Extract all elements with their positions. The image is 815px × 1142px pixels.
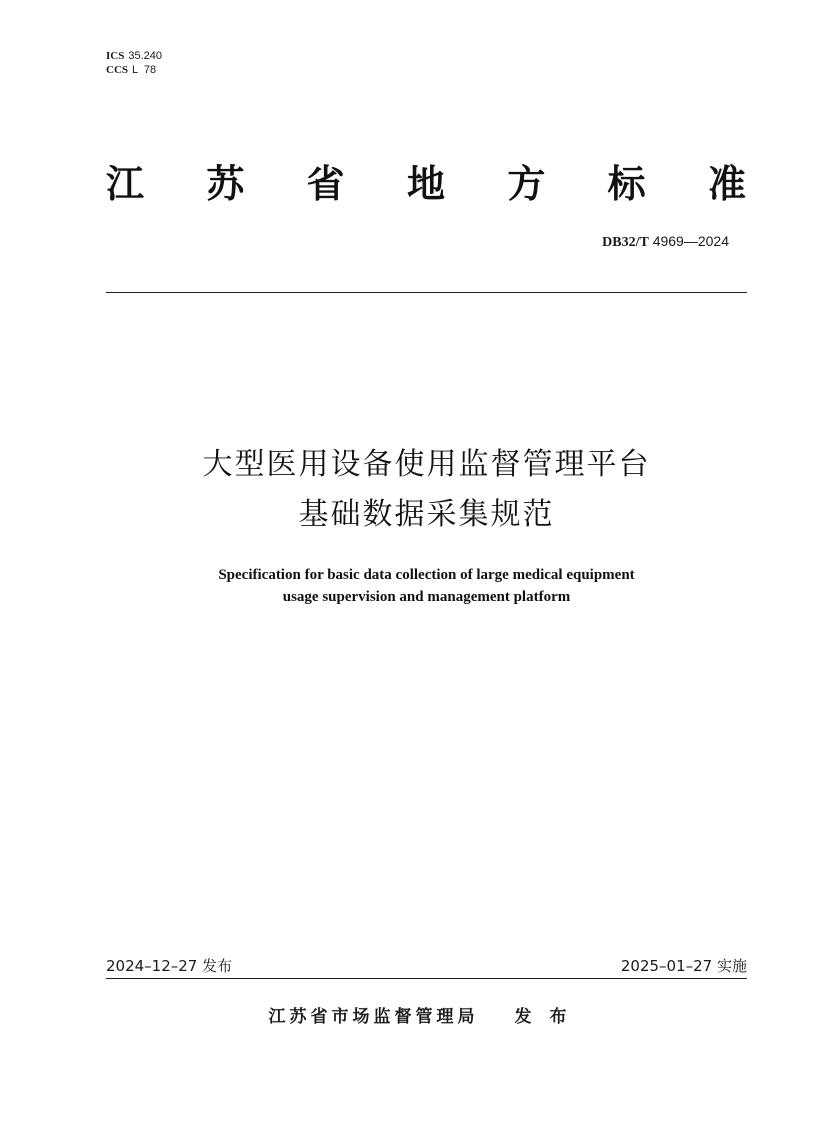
standard-type-char: 省 bbox=[306, 162, 345, 206]
issuer-name: 江苏省市场监督管理局 bbox=[268, 1007, 479, 1027]
top-divider bbox=[106, 292, 747, 293]
standard-type-char: 江 bbox=[106, 162, 145, 206]
standard-type-char: 准 bbox=[707, 162, 746, 206]
title-chinese bbox=[106, 440, 747, 540]
standard-type-char: 苏 bbox=[206, 162, 245, 206]
title-english bbox=[106, 564, 747, 608]
ccs-label: CCS bbox=[106, 64, 129, 76]
title-chinese-line-1: 大型医用设备使用监督管理平台 bbox=[202, 447, 651, 482]
title-english-line-1: Specification for basic data collection of large medical equipment bbox=[218, 567, 635, 583]
standard-type-char: 地 bbox=[406, 162, 445, 206]
title-english-line-2: usage supervision and management platform bbox=[282, 589, 571, 605]
title-chinese-line-2: 基础数据采集规范 bbox=[298, 497, 555, 532]
bottom-divider bbox=[106, 978, 747, 979]
ics-value: 35.240 bbox=[128, 50, 162, 62]
implementation-date: 2025–01–27 实施 bbox=[620, 957, 747, 975]
issuer-line bbox=[106, 1005, 747, 1029]
standard-number-prefix: DB32/T bbox=[602, 235, 649, 250]
ics-label: ICS bbox=[106, 50, 125, 62]
ccs-value: L 78 bbox=[132, 64, 157, 76]
issuer-action: 发布 bbox=[514, 1007, 585, 1027]
classification-codes bbox=[106, 49, 162, 77]
ics-code bbox=[106, 49, 162, 63]
standard-number-value: 4969—2024 bbox=[648, 233, 729, 249]
standard-number bbox=[602, 232, 729, 252]
ccs-code bbox=[106, 63, 162, 77]
issue-date: 2024–12–27 发布 bbox=[106, 957, 233, 975]
standard-type-char: 方 bbox=[507, 162, 546, 206]
standard-type-heading bbox=[106, 158, 746, 210]
standard-type-char: 标 bbox=[607, 162, 646, 206]
